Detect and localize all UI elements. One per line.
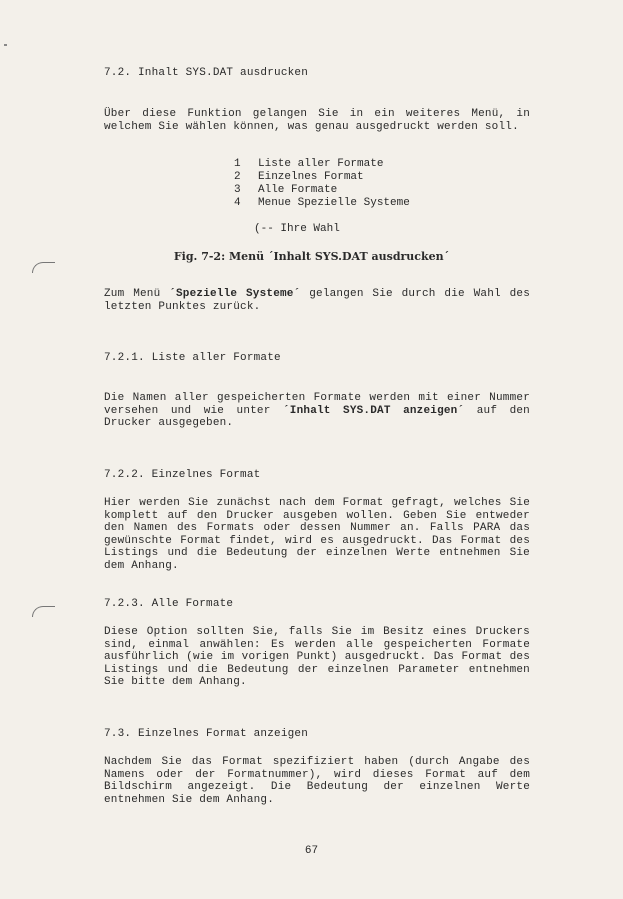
menu-item-number: 1 [234,158,241,170]
section-7-2-2-body: Hier werden Sie zunächst nach dem Format gefragt, welches Sie komplett auf den Drucker ausgeben wollen. Geben Sie entweder den Namen des Formats oder dessen Nummer an. Falls PARA das gewünschte Format findet, wird es ausgedruckt. Das Format des Listings und die Bedeutung der einzelnen Werte entnehmen Sie dem Anhang. [104,497,530,572]
menu-item [234,158,383,171]
section-heading-7-3: 7.3. Einzelnes Format anzeigen [104,728,309,740]
menu-item [234,184,337,197]
section-7-3-body: Nachdem Sie das Format spezifiziert haben (durch Angabe des Namens oder der Formatnummer), wird dieses Format auf dem Bildschirm angezeigt. Die Bedeutung der einzelnen Werte entnehmen Sie dem Anhang. [104,756,530,806]
section-7-2-1-bold-term: ´Inhalt SYS.DAT anzeigen´ [282,404,465,417]
menu-item [234,171,364,184]
menu-item-number: 4 [234,197,241,209]
section-heading-7-2-3: 7.2.3. Alle Formate [104,598,234,610]
menu-item-number: 3 [234,184,241,196]
punch-hole-mark [32,606,55,617]
section-heading-7-2-1: 7.2.1. Liste aller Formate [104,352,281,364]
spezielle-text-after: gelangen Sie durch die Wahl des letzten Punktes zurück. [104,288,530,313]
margin-mark [4,44,7,46]
section-7-2-1-text-after: auf den Drucker ausgegeben. [104,404,530,429]
page-number: 67 [304,845,319,857]
spezielle-text-before: Zum Menü [104,288,170,300]
section-heading-7-2: 7.2. Inhalt SYS.DAT ausdrucken [104,67,309,79]
menu-prompt: (-- Ihre Wahl [254,223,340,235]
menu-item [234,197,410,210]
section-7-2-1-body [104,392,530,430]
menu-item-label: Einzelnes Format [258,171,364,183]
section-heading-7-2-2: 7.2.2. Einzelnes Format [104,469,261,481]
section-7-2-3-body: Diese Option sollten Sie, falls Sie im Besitz eines Druckers sind, einmal anwählen: Es werden alle gespeicherten Formate ausführlich (wie im vorigen Punkt) ausgedruckt. Das Format des Listings und die Bedeutung der einzelnen Parameter entnehmen Sie bitte dem Anhang. [104,626,530,688]
section-7-2-1-text-before: Die Namen aller gespeicherten Formate werden mit einer Nummer versehen und wie unter [104,392,530,417]
menu-item-label: Liste aller Formate [258,158,384,170]
spezielle-bold-term: ´Spezielle Systeme´ [169,288,301,300]
menu-item-label: Alle Formate [258,184,338,196]
menu-item-number: 2 [234,171,241,183]
figure-caption: Fig. 7-2: Menü ´Inhalt SYS.DAT ausdrucken´ [173,250,450,263]
menu-item-label: Menue Spezielle Systeme [258,197,410,209]
punch-hole-mark [32,262,55,273]
section-7-2-intro: Über diese Funktion gelangen Sie in ein weiteres Menü, in welchem Sie wählen können, was genau ausgedruckt werden soll. [104,108,530,133]
spezielle-paragraph [104,288,530,313]
